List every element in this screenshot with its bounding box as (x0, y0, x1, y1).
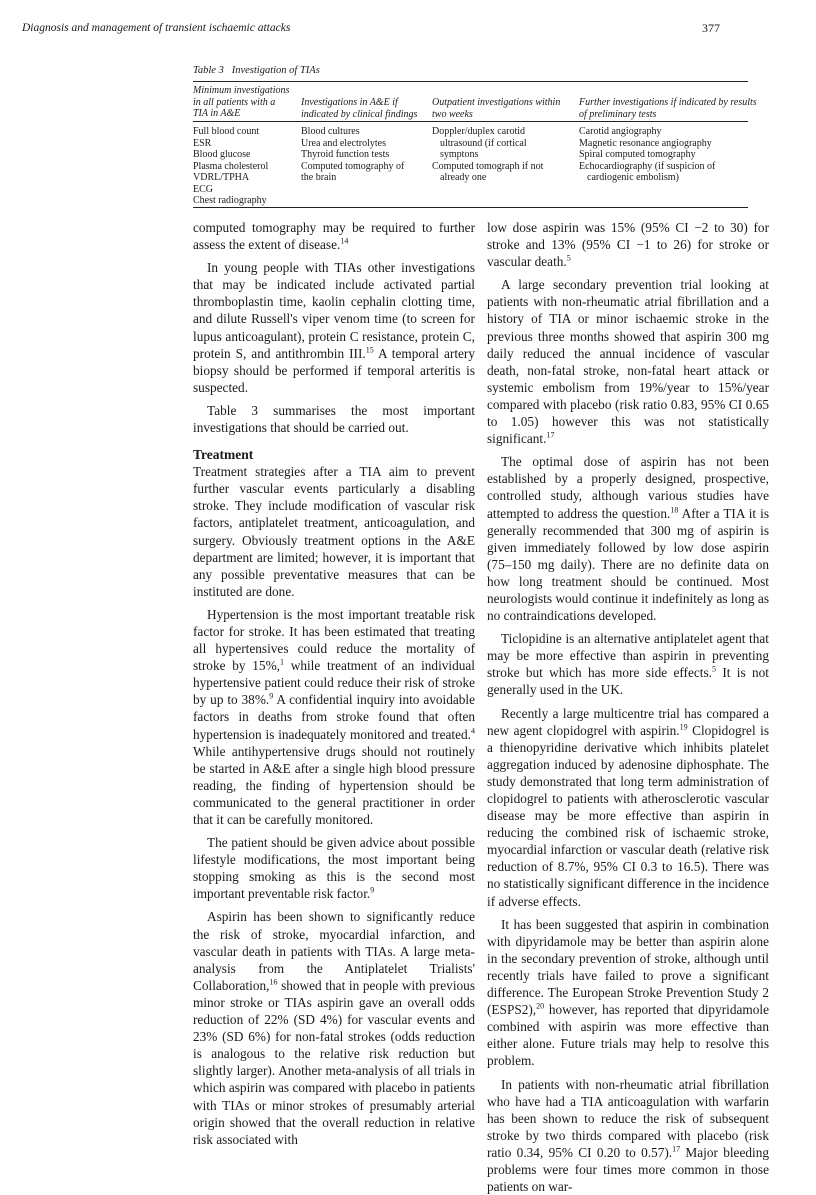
paragraph: Ticlopidine is an alternative antiplatelet agent that may be more effective than aspirin in preventing stroke but which has more side effects.$^5$ It is not generally used in the UK. (487, 630, 769, 698)
table-header-ae: Investigations in A&E if indicated by clinical findings (301, 97, 421, 120)
table-cell: Blood glucose (193, 149, 298, 161)
table-cell: cardiogenic embolism) (579, 172, 751, 184)
table-cell: Urea and electrolytes (301, 138, 421, 150)
paragraph: A large secondary prevention trial looking at patients with non-rheumatic atrial fibrillation and a history of TIA or minor ischaemic stroke in the previous three months showed that aspirin 300 mg daily reduced the annual incidence of vascular death, non-fatal stroke, non-fatal heart attack or systemic embolism from 19%/year to 15%/year compared with placebo (risk ratio 0.83, 95% CI 0.65 to 1.05) however this was not statistically significant.$^{17}$ (487, 276, 769, 447)
table-cell: Plasma cholesterol (193, 161, 298, 173)
table-cell: the brain (301, 172, 421, 184)
table-cell: Blood cultures (301, 126, 421, 138)
left-text-column (193, 219, 475, 1148)
table-cell: already one (432, 172, 570, 184)
table-cell: ESR (193, 138, 298, 150)
section-heading-treatment: Treatment (193, 446, 475, 463)
table-column-ae (301, 126, 421, 184)
table-cell: ECG (193, 184, 298, 196)
paragraph: In young people with TIAs other investigations that may be indicated include activated partial thromboplastin time, kaolin cephalin clotting time, and dilute Russell's viper venom time (to screen for lupus anticoagulant), protein C resistance, protein C, protein S, and antithrombin III.$^{15}$ A temporal artery biopsy should be performed if temporal arteritis is suspected. (193, 259, 475, 396)
running-title: Diagnosis and management of transient ischaemic attacks (22, 22, 290, 34)
table-header-rule (193, 121, 748, 122)
paragraph: Recently a large multicentre trial has compared a new agent clopidogrel with aspirin.$^{19}$ Clopidogrel is a thienopyridine derivative which inhibits platelet aggregation induced by adenosine diphosphate. The study demonstrated that long term administration of clopidogrel to patients with atherosclerotic vascular disease may be more effective than aspirin in reducing the combined risk of ischaemic stroke, myocardial infarction or vascular death (relative risk reduction of 8.7%, 95% CI 0.3 to 16.5). There was no statistically significant difference in the incidence if adverse effects. (487, 705, 769, 910)
paragraph: It has been suggested that aspirin in combination with dipyridamole may be better than aspirin alone in the secondary prevention of stroke, although until recently trials have failed to prove a significant difference. The European Stroke Prevention Study 2 (ESPS2),$^{20}$ however, has reported that dipyridamole combined with aspirin was more effective than either alone. Future trials may help to resolve this problem. (487, 916, 769, 1070)
table-column-outpatient (432, 126, 570, 184)
table-top-rule (193, 81, 748, 82)
table-caption (193, 65, 320, 76)
right-text-column (487, 219, 769, 1195)
table-cell: Echocardiography (if suspicion of (579, 161, 751, 173)
table-bottom-rule (193, 207, 748, 208)
table-cell: Magnetic resonance angiography (579, 138, 751, 150)
page-number: 377 (702, 21, 720, 36)
table-cell: Computed tomograph if not (432, 161, 570, 173)
table-caption-title: Investigation of TIAs (232, 65, 320, 76)
paragraph: Aspirin has been shown to significantly reduce the risk of stroke, myocardial infarction, and vascular death in patients with TIAs. A large meta-analysis from the Antiplatelet Trialists' Collaboration,$^{16}$ showed that in people with previous minor stroke or TIAs aspirin gave an overall odds reduction of 22% (SD 4%) for vascular events and 23% (SD 6%) for non-fatal strokes (odds reduction is analogous to the relative risk reduction but slightly larger). Another meta-analysis of all trials in which aspirin was compared with placebo in patients with TIAs or minor strokes of presumably arterial origin showed that the overall reduction in relative risk associated with (193, 908, 475, 1147)
table-cell: Carotid angiography (579, 126, 751, 138)
table-header-further: Further investigations if indicated by results of preliminary tests (579, 97, 751, 120)
table-column-further (579, 126, 751, 184)
paragraph: Table 3 summarises the most important investigations that should be carried out. (193, 402, 475, 436)
table-cell: ultrasound (if cortical (432, 138, 570, 150)
table-cell: symptons (432, 149, 570, 161)
table-column-minimum (193, 126, 298, 207)
table-cell: Spiral computed tomography (579, 149, 751, 161)
table-header-outpatient: Outpatient investigations within two weeks (432, 97, 570, 120)
paragraph: Hypertension is the most important treatable risk factor for stroke. It has been estimated that treating all hypertensives could reduce the mortality of stroke by 15%,$^1$ while treatment of an individual hypertensive patient could reduce their risk of stroke by up to 38%.$^9$ A confidential inquiry into avoidable factors in deaths from stroke found that often hypertension is inadequately monitored and treated.$^4$ While antihypertensive drugs should not routinely be started in A&E after a single high blood pressure reading, the finding of hypertension should be communicated to the general practitioner in order that it can be carefully monitored. (193, 606, 475, 828)
table-cell: Thyroid function tests (301, 149, 421, 161)
paragraph: computed tomography may be required to further assess the extent of disease.$^{14}$ (193, 219, 475, 253)
table-caption-label: Table 3 (193, 65, 224, 76)
table-cell: Computed tomography of (301, 161, 421, 173)
table-cell: Full blood count (193, 126, 298, 138)
paragraph: In patients with non-rheumatic atrial fibrillation who have had a TIA anticoagulation with warfarin has been shown to reduce the risk of subsequent stroke by two thirds compared with placebo (risk ratio 0.34, 95% CI 0.20 to 0.57).$^{17}$ Major bleeding problems were four times more common in those patients on war- (487, 1076, 769, 1195)
table-header-minimum: Minimum investigations in all patients with a TIA in A&E (193, 85, 298, 120)
paragraph: The patient should be given advice about possible lifestyle modifications, the most important being stopping smoking as this is the second most important preventable risk factor.$^9$ (193, 834, 475, 902)
paragraph: Treatment strategies after a TIA aim to prevent further vascular events particularly a disabling stroke. They include modification of vascular risk factors, antiplatelet treatment, anticoagulation, and surgery. Obviously treatment options in the A&E department are limited; however, it is important that any possible preventative measures that can be instituted are done. (193, 463, 475, 600)
table-cell: Chest radiography (193, 195, 298, 207)
paragraph: low dose aspirin was 15% (95% CI −2 to 30) for stroke and 13% (95% CI −1 to 26) for stroke or vascular death.$^5$ (487, 219, 769, 270)
table-cell: VDRL/TPHA (193, 172, 298, 184)
paragraph: The optimal dose of aspirin has not been established by a properly designed, prospective, controlled study, although various studies have attempted to address the question.$^{18}$ After a TIA it is generally recommended that 300 mg of aspirin is given immediately followed by low dose aspirin (75–150 mg daily). There are no definite data on how long treatment should be continued. Most neurologists would continue it indefinitely as long as no contraindications developed. (487, 453, 769, 624)
table-cell: Doppler/duplex carotid (432, 126, 570, 138)
